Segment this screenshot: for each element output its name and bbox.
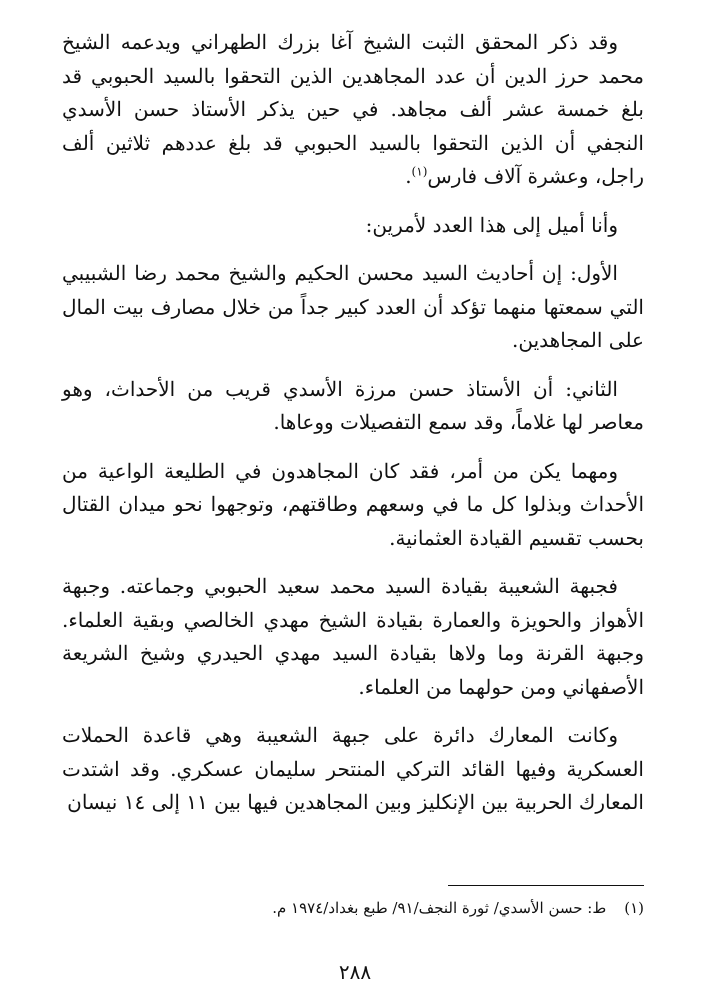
page-body (62, 26, 644, 835)
footnote-number: (١) (624, 899, 644, 917)
paragraph-1 (62, 26, 644, 194)
paragraph-6: فجبهة الشعيبة بقيادة السيد محمد سعيد الحبوبي وجماعته. وجبهة الأهواز والحويزة والعمارة بقيادة الشيخ مهدي الخالصي وبقية العلماء. وجبهة القرنة وما ولاها بقيادة السيد مهدي الحيدري وشيخ الشريعة الأصفهاني ومن حولهما من العلماء. (62, 574, 644, 699)
paragraph-7: وكانت المعارك دائرة على جبهة الشعيبة وهي قاعدة الحملات العسكرية وفيها القائد التركي المنتحر سليمان عسكري. وقد اشتدت المعارك الحربية بين الإنكليز وبين المجاهدين فيها بين ١١ إلى ١٤ نيسان (62, 723, 644, 814)
footnote-reference[interactable]: (١) (411, 164, 428, 179)
paragraph-2: وأنا أميل إلى هذا العدد لأمرين: (365, 212, 618, 237)
paragraph-1-tail: . (405, 164, 412, 188)
page-number: ٢٨٨ (338, 960, 372, 984)
footnote (200, 897, 644, 919)
footnote-text: ط: حسن الأسدي/ ثورة النجف/٩١/ طبع بغداد/١٩٧٤ م. (272, 899, 607, 917)
paragraph-5: ومهما يكن من أمر، فقد كان المجاهدون في الطليعة الواعية من الأحداث وبذلوا كل ما في وسعهم وطاقتهم، وتوجهوا نحو ميدان القتال بحسب تقسيم القيادة العثمانية. (62, 458, 644, 550)
paragraph-1-text: وقد ذكر المحقق الثبت الشيخ آغا بزرك الطهراني ويدعمه الشيخ محمد حرز الدين أن عدد المجاهدين الذين التحقوا بالسيد الحبوبي قد بلغ خمسة عشر ألف مجاهد. في حين يذكر الأستاذ حسن الأسدي النجفي أن الذين التحقوا بالسيد الحبوبي قد بلغ عددهم ثلاثين ألف راجل، وعشرة آلاف فارس (62, 30, 645, 188)
paragraph-4: الثاني: أن الأستاذ حسن مرزة الأسدي قريب من الأحداث، وهو معاصر لها غلاماً، وقد سمع التفصيلات ووعاها. (62, 376, 644, 434)
paragraph-3: الأول: إن أحاديث السيد محسن الحكيم والشيخ محمد رضا الشبيبي التي سمعتها منهما تؤكد أن العدد كبير جداً من خلال مصارف بيت المال على المجاهدين. (62, 261, 644, 352)
footnote-divider (448, 885, 644, 886)
